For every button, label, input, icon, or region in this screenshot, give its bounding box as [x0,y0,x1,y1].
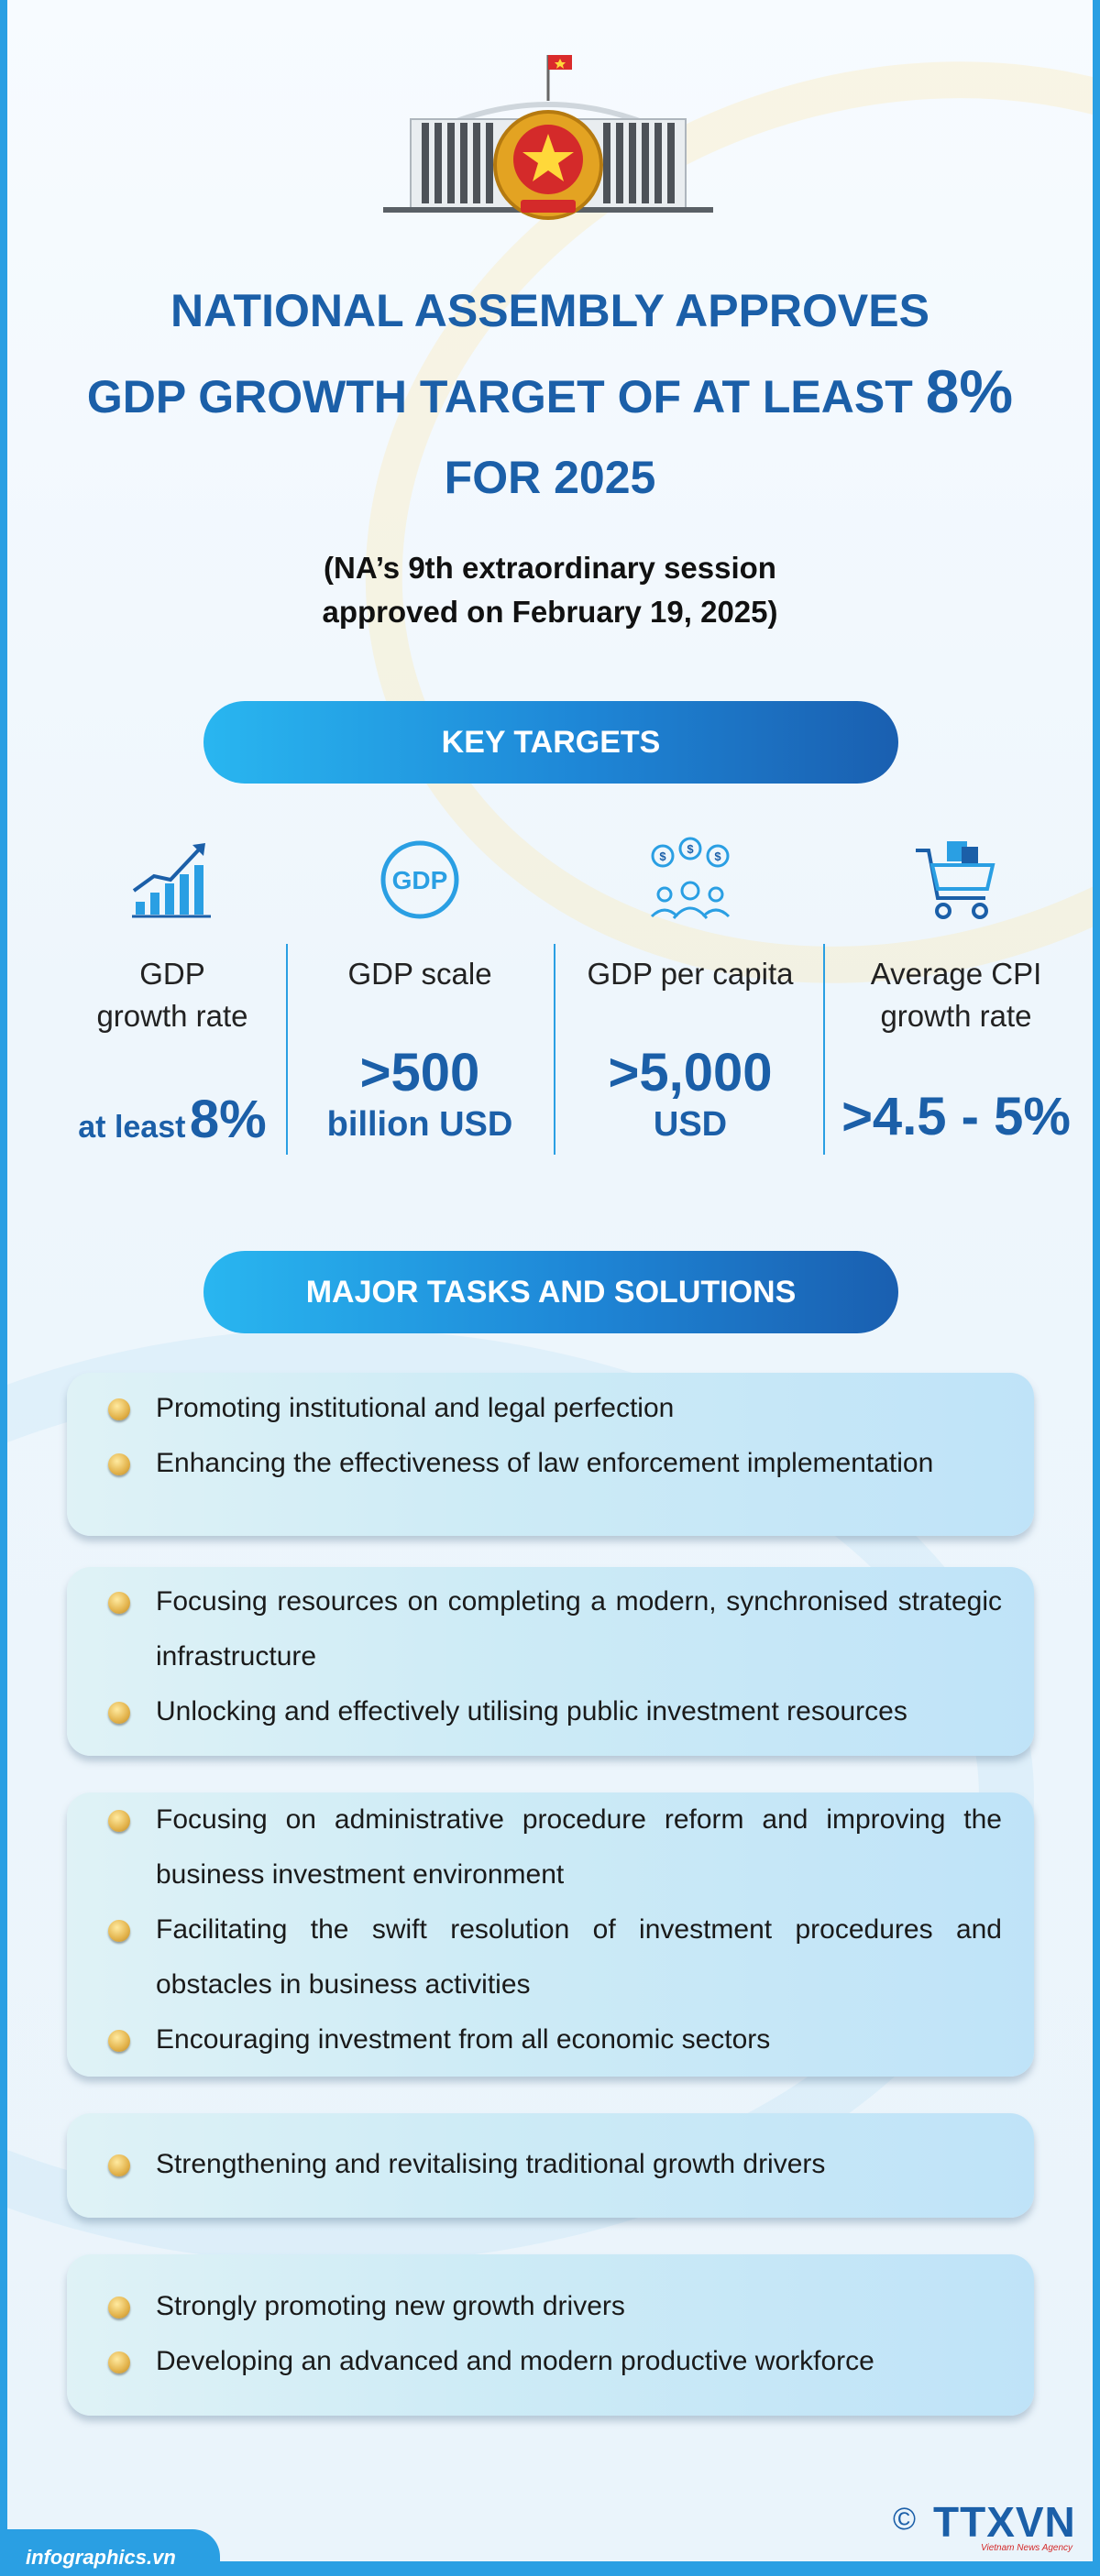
subtitle-line-2: approved on February 19, 2025) [322,595,778,629]
target-value: >500 [359,1043,480,1102]
target-label: GDP growth rate [96,957,248,1033]
footer-site-link[interactable]: infographics.vn [26,2546,176,2569]
ttxvn-logo: TTXVN [933,2498,1076,2546]
list-item: Promoting institutional and legal perfection [108,1381,1002,1436]
major-tasks-heading: MAJOR TASKS AND SOLUTIONS [204,1251,898,1333]
task-group [67,2254,1034,2416]
task-group [67,1373,1034,1536]
ttxvn-logo-subtitle: Vietnam News Agency [981,2543,1073,2553]
title-line-2 [7,351,1093,437]
task-group [67,1567,1034,1756]
copyright-icon: © [893,2502,917,2537]
bullet-icon [108,2296,130,2318]
column-divider [286,944,288,1155]
target-value: >5,000 [608,1043,773,1102]
title-line-1: NATIONAL ASSEMBLY APPROVES [170,285,930,336]
subtitle [7,546,1093,634]
list-item: Encouraging investment from all economic sectors [108,2012,1002,2067]
target-value: >4.5 - 5% [842,1087,1071,1146]
target-label: GDP scale [347,957,492,991]
bullet-icon [108,2030,130,2052]
list-item: Strengthening and revitalising traditional growth drivers [108,2137,1002,2192]
svg-text:$: $ [687,842,694,856]
task-group [67,2113,1034,2218]
svg-text:GDP: GDP [391,866,448,894]
list-item: Facilitating the swift resolution of investment procedures and obstacles in business activities [108,1902,1002,2012]
key-targets-heading: KEY TARGETS [204,701,898,784]
infographic-page [7,0,1093,2561]
list-item: Enhancing the effectiveness of law enforcement implementation [108,1436,1002,1491]
target-gdp-growth [44,834,301,1164]
bullet-icon [108,1398,130,1420]
growth-chart-icon [126,834,218,926]
target-average-cpi [828,834,1084,1164]
title-line-2-text: GDP GROWTH TARGET OF AT LEAST [86,371,913,422]
column-divider [554,944,556,1155]
list-item: Focusing on administrative procedure reform and improving the business investment environment [108,1792,1002,1902]
list-item: Unlocking and effectively utilising public investment resources [108,1684,1002,1739]
gdp-circle-icon [374,834,466,926]
target-label: Average CPI growth rate [870,957,1042,1033]
task-group [67,1792,1034,2077]
key-targets-row [44,834,1071,1164]
target-value: at least 8% [78,1090,267,1149]
target-value-unit: USD [653,1105,728,1144]
list-item: Strongly promoting new growth drivers [108,2279,1002,2334]
title-highlight-value: 8% [925,357,1014,425]
svg-text:$: $ [714,850,721,863]
bullet-icon [108,1920,130,1942]
svg-text:$: $ [659,850,666,863]
national-assembly-building-icon [356,46,741,229]
people-coins-icon [644,834,736,926]
list-item: Developing an advanced and modern productive workforce [108,2334,1002,2389]
subtitle-line-1: (NA’s 9th extraordinary session [324,551,776,585]
page-title [7,270,1093,518]
list-item: Focusing resources on completing a modern, synchronised strategic infrastructure [108,1574,1002,1684]
bullet-icon [108,2351,130,2373]
title-line-3: FOR 2025 [444,452,656,503]
bullet-icon [108,1810,130,1832]
bullet-icon [108,1453,130,1475]
target-value-unit: billion USD [326,1105,513,1144]
bullet-icon [108,1592,130,1614]
shopping-cart-icon [910,834,1002,926]
column-divider [823,944,825,1155]
bullet-icon [108,2154,130,2176]
target-gdp-scale [292,834,548,1164]
bullet-icon [108,1702,130,1724]
target-gdp-per-capita [562,834,819,1164]
target-label: GDP per capita [587,957,794,991]
